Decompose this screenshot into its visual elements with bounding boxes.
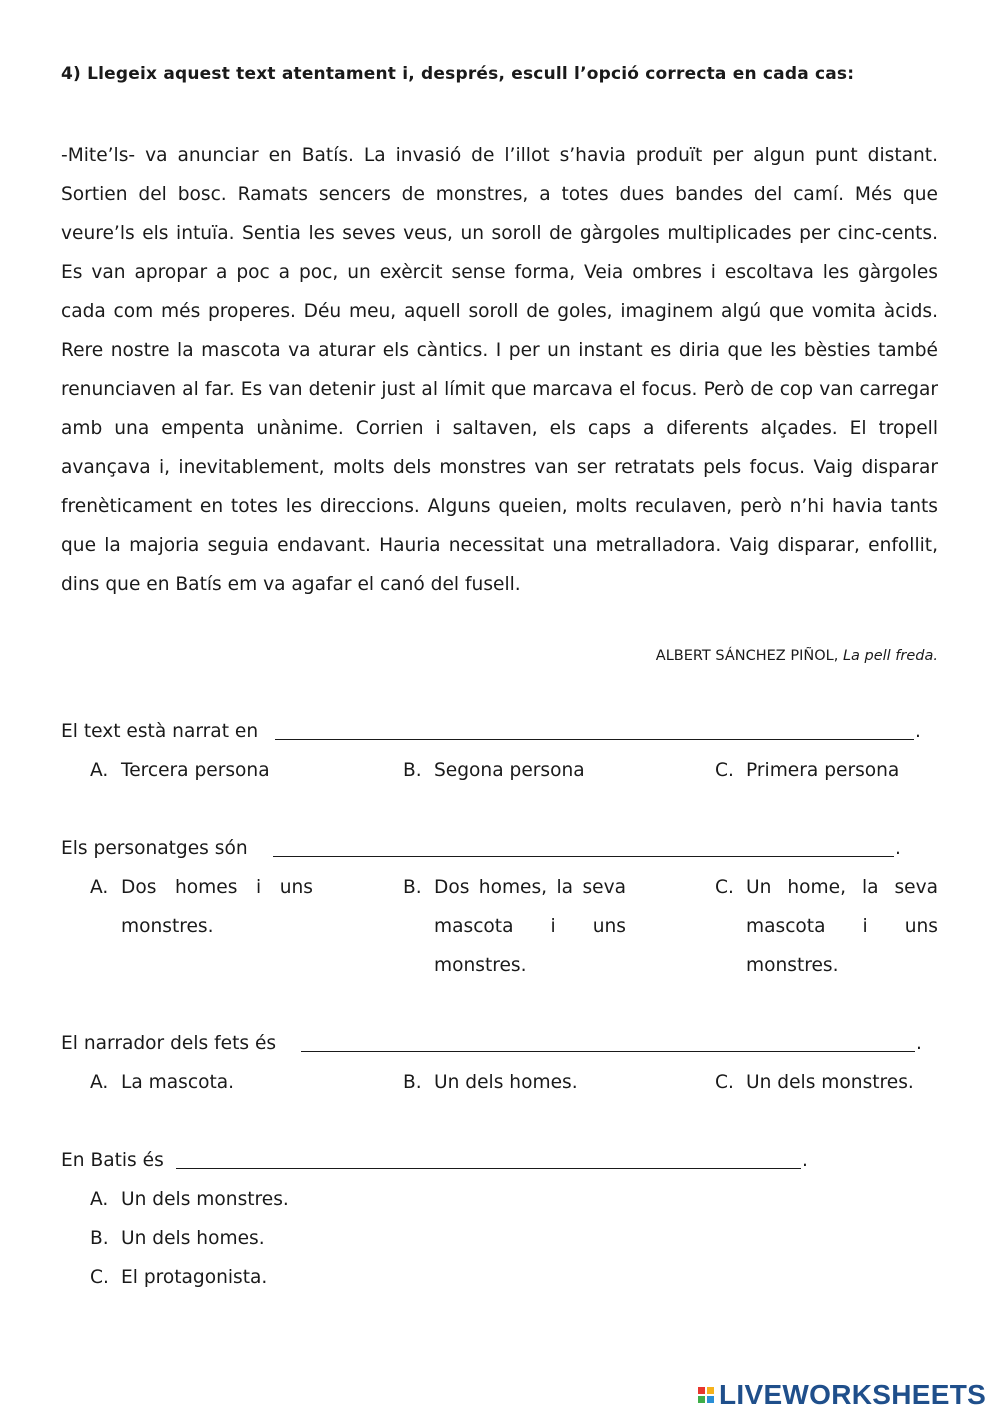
question-2-answer-blank[interactable] xyxy=(273,856,894,857)
question-1-prompt: El text està narrat en xyxy=(61,721,259,742)
question-2 xyxy=(61,829,941,976)
exercise-heading: 4) Llegeix aquest text atentament i, després, escull l’opció correcta en cada cas: xyxy=(61,64,855,84)
question-2-prompt: Els personatges són xyxy=(61,838,248,859)
citation xyxy=(656,648,938,664)
logo-square-2 xyxy=(707,1387,714,1394)
question-2-period: . xyxy=(895,838,901,859)
question-1-period: . xyxy=(915,721,921,742)
question-2-option-a[interactable]: A. Dos homes i uns monstres. xyxy=(90,877,313,937)
question-2-option-c[interactable]: C. Un home, la seva mascota i uns monstres. xyxy=(715,877,938,976)
logo-square-1 xyxy=(698,1387,705,1394)
question-4-period: . xyxy=(802,1150,808,1171)
question-3-period: . xyxy=(916,1033,922,1054)
question-3: El narrador dels fets és . A. La mascota. B. Un dels homes. C. Un dels monstres. xyxy=(61,1024,941,1102)
question-4-prompt: En Batis és xyxy=(61,1150,164,1171)
reading-passage: -Mite’ls- va anunciar en Batís. La invasió de l’illot s’havia produït per algun punt distant. Sortien del bosc. Ramats sencers de monstres, a totes dues bandes del camí. Més que veure’ls els intuïa. Sentia les seves veus, un soroll de gàrgoles multiplicades per cinc-cents. Es van apropar a poc a poc, un exèrcit sense forma, Veia ombres i escoltava les gàrgoles cada com més properes. Déu meu, aquell soroll de goles, imaginem algú que vomita àcids. Rere nostre la mascota va aturar els càntics. I per un instant es diria que les bèsties també renunciaven al far. Es van detenir just al límit que marcava el focus. Però de cop van carregar amb una empenta unànime. Corrien i saltaven, els caps a diferents alçades. El tropell avançava i, inevitablement, molts dels monstres van ser retratats pels focus. Vaig disparar frenèticament en totes les direccions. Alguns queien, molts reculaven, però n’hi havia tants que la majoria seguia endavant. Hauria necessitat una metralladora. Vaig disparar, enfollit, dins que en Batís em va agafar el canó del fusell. xyxy=(61,145,938,595)
logo-square-3 xyxy=(698,1396,705,1403)
question-1: El text està narrat en . A. Tercera persona B. Segona persona C. Primera persona xyxy=(61,712,941,790)
question-2-option-b[interactable]: B. Dos homes, la seva mascota i uns monstres. xyxy=(403,877,626,976)
logo-square-4 xyxy=(707,1396,714,1403)
citation-author: ALBERT SÁNCHEZ PIÑOL, xyxy=(655,648,839,664)
logo-squares-icon xyxy=(698,1387,714,1403)
question-4: En Batis és . A. Un dels monstres. B. Un dels homes. C. El protagonista. xyxy=(61,1141,941,1297)
logo-text: LIVEWORKSHEETS xyxy=(719,1379,987,1410)
question-4-answer-blank[interactable] xyxy=(176,1168,801,1169)
question-1-answer-blank[interactable] xyxy=(275,739,914,740)
question-3-prompt: El narrador dels fets és xyxy=(61,1033,277,1054)
liveworksheets-logo[interactable] xyxy=(698,1378,986,1412)
question-3-answer-blank[interactable] xyxy=(301,1051,915,1052)
citation-work: La pell freda. xyxy=(842,648,938,664)
